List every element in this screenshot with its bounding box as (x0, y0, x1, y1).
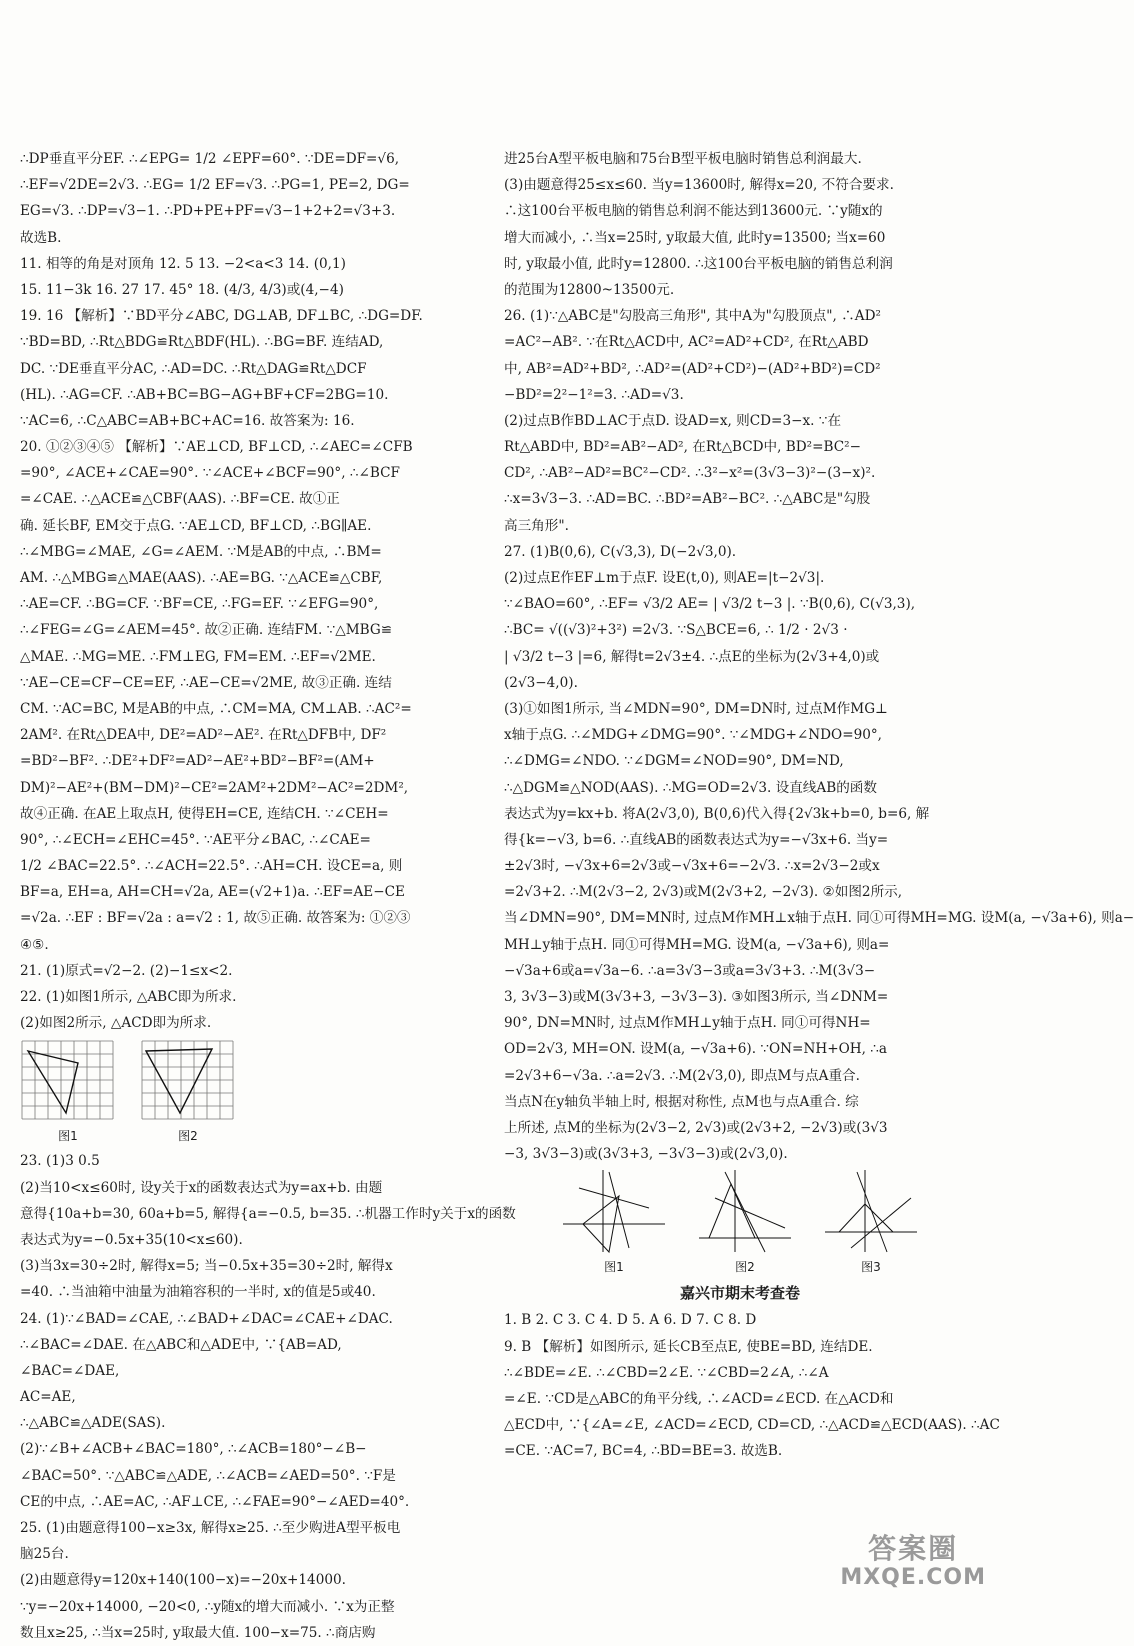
text-line: 25. (1)由题意得100−x≥3x, 解得x≥25. ∴至少购进A型平板电 (20, 1520, 401, 1536)
text-line: ∴∠BAC=∠DAE. 在△ABC和△ADE中, ∵{AB=AD, (20, 1336, 342, 1353)
right-text-block-2 (504, 1307, 1000, 1464)
text-line: 22. (1)如图1所示, △ABC即为所求. (20, 989, 237, 1005)
text-line: ∴∠FEG=∠G=∠AEM=45°. 故②正确. 连结FM. ∵△MBG≌ (20, 622, 393, 639)
text-line: −√3a+6或a=√3a−6. ∴a=3√3−3或a=3√3+3. ∴M(3√3− (504, 962, 876, 979)
text-line: ∴DP垂直平分EF. ∴∠EPG= 1/2 ∠EPF=60°. ∵DE=DF=√6, (20, 151, 400, 167)
text-line: △MAE. ∴MG=ME. ∴FM⊥EG, FM=EM. ∴EF=√2ME. (20, 648, 376, 665)
coordinate-figure-2-svg (695, 1168, 795, 1254)
text-line: 23. (1)3 0.5 (20, 1153, 100, 1170)
text-line: 90°, DN=MN时, 过点M作MH⊥y轴于点H. 同①可得NH= (504, 1015, 871, 1032)
text-line: (2)∵∠B+∠ACB+∠BAC=180°, ∴∠ACB=180°−∠B− (20, 1441, 367, 1458)
text-line: 2AM². 在Rt△DEA中, DE²=AD²−AE². 在Rt△DFB中, DF² (20, 727, 387, 744)
text-line: (2)过点B作BD⊥AC于点D. 设AD=x, 则CD=3−x. ∵在 (504, 412, 842, 429)
text-line: 3, 3√3−3)或M(3√3+3, −3√3−3). ③如图3所示, 当∠DNM= (504, 989, 889, 1005)
text-line: ∠BAC=50°. ∵△ABC≌△ADE, ∴∠ACB=∠AED=50°. ∵F是 (20, 1467, 396, 1484)
text-line: 1/2 ∠BAC=22.5°. ∴∠ACH=22.5°. ∴AH=CH. 设CE=a, 则 (20, 858, 403, 875)
text-line: 20. ①②③④⑤ 【解析】∵AE⊥CD, BF⊥CD, ∴∠AEC=∠CFB (20, 439, 413, 456)
text-line: 表达式为y=−0.5x+35(10<x≤60). (20, 1231, 243, 1248)
coordinate-figure-2-caption: 图2 (735, 1260, 755, 1275)
text-line: ∴△DGM≌△NOD(AAS). ∴MG=OD=2√3. 设直线AB的函数 (504, 779, 877, 796)
text-line: CD², ∴AB²−AD²=BC²−CD². ∴3²−x²=(3√3−3)²−(3−x)². (504, 465, 876, 482)
grid-figure-1-svg (20, 1039, 116, 1123)
grid-figure-1 (20, 1039, 116, 1144)
watermark-line-2: MXQE.COM (840, 1564, 986, 1590)
text-line: (2)如图2所示, △ACD即为所求. (20, 1015, 212, 1032)
text-line: 27. (1)B(0,6), C(√3,3), D(−2√3,0). (504, 543, 737, 560)
text-line: 19. 16 【解析】∵BD平分∠ABC, DG⊥AB, DF⊥BC, ∴DG=DF. (20, 308, 423, 325)
text-line: (2)当10<x≤60时, 设y关于x的函数表达式为y=ax+b. 由题 (20, 1179, 383, 1196)
text-line: Rt△ABD中, BD²=AB²−AD², 在Rt△BCD中, BD²=BC²− (504, 439, 862, 456)
text-line: (HL). ∴AG=CF. ∴AB+BC=BG−AG+BF+CF=2BG=10. (20, 386, 389, 403)
text-line: 上所述, 点M的坐标为(2√3−2, 2√3)或(2√3+2, −2√3)或(3√3 (504, 1119, 888, 1136)
text-line: MH⊥y轴于点H. 同①可得MH=MG. 设M(a, −√3a+6), 则a= (504, 936, 890, 953)
text-line: 的范围为12800~13500元. (504, 281, 675, 298)
text-line: 1. B 2. C 3. C 4. D 5. A 6. D 7. C 8. D (504, 1312, 757, 1329)
text-line: 当∠DMN=90°, DM=MN时, 过点M作MH⊥x轴于点H. 同①可得MH=MG. 设M(a, −√3a+6), 则a− (504, 910, 1134, 927)
text-line: (3)当3x=30÷2时, 解得x=5; 当−0.5x+35=30÷2时, 解得x (20, 1258, 393, 1275)
text-line: OD=2√3, MH=ON. 设M(a, −√3a+6). ∵ON=NH+OH, ∴a (504, 1041, 887, 1058)
text-line: ∴∠MBG=∠MAE, ∠G=∠AEM. ∵M是AB的中点, ∴BM= (20, 543, 382, 560)
text-line: ∴x=3√3−3. ∴AD=BC. ∴BD²=AB²−BC². ∴△ABC是"勾股 (504, 491, 871, 508)
text-line: 26. (1)∵△ABC是"勾股高三角形", 其中A为"勾股顶点", ∴AD² (504, 308, 881, 325)
text-line: ∴∠DMG=∠NDO. ∵∠DGM=∠NOD=90°, DM=ND, (504, 753, 844, 770)
text-line: 11. 相等的角是对顶角 12. 5 13. −2<a<3 14. (0,1) (20, 255, 346, 272)
coordinate-figure-1-caption: 图1 (604, 1260, 624, 1275)
text-line: DC. ∵DE垂直平分AC, ∴AD=DC. ∴Rt△DAG≌Rt△DCF (20, 360, 367, 377)
text-line: 数且x≥25, ∴当x=25时, y取最大值. 100−x=75. ∴商店购 (20, 1624, 376, 1641)
text-line: ∵BD=BD, ∴Rt△BDG≌Rt△BDF(HL). ∴BG=BF. 连结AD, (20, 334, 384, 351)
grid-figure-2-caption: 图2 (178, 1129, 198, 1144)
text-line: =2√3+6−√3a. ∴a=2√3. ∴M(2√3,0), 即点M与点A重合. (504, 1067, 860, 1084)
text-line: ∴EF=√2DE=2√3. ∴EG= 1/2 EF=√3. ∴PG=1, PE=2, DG= (20, 177, 410, 194)
text-line: =BD²−BF². ∴DE²+DF²=AD²−AE²+BD²−BF²=(AM+ (20, 753, 375, 770)
text-line: ∴这100台平板电脑的销售总利润不能达到13600元. ∵y随x的 (504, 203, 883, 220)
text-line: 意得{10a+b=30, 60a+b=5, 解得{a=−0.5, b=35. ∴机器工作时y关于x的函数 (20, 1205, 516, 1222)
text-line: 表达式为y=kx+b. 将A(2√3,0), B(0,6)代入得{2√3k+b=0, b=6, 解 (504, 805, 930, 822)
text-line: △ECD中, ∵{∠A=∠E, ∠ACD=∠ECD, CD=CD, ∴△ACD≌△ECD(AAS). ∴AC (504, 1417, 1000, 1434)
left-column (20, 146, 516, 1646)
text-line: =AC²−AB². ∵在Rt△ACD中, AC²=AD²+CD², 在Rt△ABD (504, 334, 869, 351)
grid-figures (20, 1036, 482, 1148)
coordinate-figure-3-svg (821, 1168, 921, 1254)
text-line: 高三角形". (504, 517, 569, 534)
section-title: 嘉兴市期末考查卷 (679, 1284, 800, 1303)
text-line: 得{k=−√3, b=6. ∴直线AB的函数表达式为y=−√3x+6. 当y= (504, 831, 889, 848)
text-line: ∵y=−20x+14000, −20<0, ∴y随x的增大而减小. ∵x为正整 (20, 1598, 395, 1615)
text-line: CE的中点, ∴AE=AC, ∴AF⊥CE, ∴∠FAE=90°−∠AED=40°. (20, 1493, 410, 1510)
text-line: −3, 3√3−3)或(3√3+3, −3√3−3)或(2√3,0). (504, 1146, 788, 1163)
text-line: ∵AE−CE=CF−CE=EF, ∴AE−CE=√2ME, 故③正确. 连结 (20, 674, 392, 691)
watermark-line-1: 答案圈 (868, 1531, 959, 1565)
text-line: ∴△ABC≌△ADE(SAS). (20, 1415, 166, 1432)
text-line: AC=AE, (20, 1389, 76, 1406)
text-line: DM)²−AE²+(BM−DM)²−CE²=2AM²+2DM²−AC²=2DM², (20, 779, 409, 796)
text-line: ∴BC= √((√3)²+3²) =2√3. ∵S△BCE=6, ∴ 1/2 · 2√3 · (504, 622, 848, 639)
text-line: ∵AC=6, ∴C△ABC=AB+BC+AC=16. 故答案为: 16. (20, 412, 355, 429)
text-line: =CE. ∵AC=7, BC=4, ∴BD=BE=3. 故选B. (504, 1443, 783, 1460)
text-line: 中, AB²=AD²+BD², ∴AD²=(AD²+CD²)−(AD²+BD²)=CD² (504, 360, 881, 377)
text-line: 进25台A型平板电脑和75台B型平板电脑时销售总利润最大. (504, 151, 862, 167)
text-line: x轴于点G. ∴∠MDG+∠DMG=90°. ∵∠MDG+∠NDO=90°, (504, 727, 883, 744)
coordinate-figure-2 (695, 1168, 795, 1275)
text-line: =∠CAE. ∴△ACE≌△CBF(AAS). ∴BF=CE. 故①正 (20, 491, 340, 508)
text-line: 24. (1)∵∠BAD=∠CAE, ∴∠BAD+∠DAC=∠CAE+∠DAC. (20, 1310, 393, 1327)
text-line: ±2√3时, −√3x+6=2√3或−√3x+6=−2√3. ∴x=2√3−2或x (504, 858, 880, 875)
text-line: 确. 延长BF, EM交于点G. ∵AE⊥CD, BF⊥CD, ∴BG∥AE. (20, 517, 372, 534)
text-line: 15. 11−3k 16. 27 17. 45° 18. (4/3, 4/3)或(4,−4) (20, 281, 344, 298)
text-line: 21. (1)原式=√2−2. (2)−1≤x<2. (20, 962, 233, 979)
grid-figure-1-caption: 图1 (58, 1129, 78, 1144)
text-line: 故④正确. 在AE上取点H, 使得EH=CE, 连结CH. ∵∠CEH= (20, 805, 389, 822)
text-line: AM. ∴△MBG≌△MAE(AAS). ∴AE=BG. ∵△ACE≌△CBF, (20, 570, 383, 586)
text-line: =2√3+2. ∴M(2√3−2, 2√3)或M(2√3+2, −2√3). ②如图2所示, (504, 884, 903, 901)
text-line: 9. B 【解析】如图所示, 延长CB至点E, 使BE=BD, 连结DE. (504, 1338, 873, 1355)
coordinate-figure-1 (559, 1168, 669, 1275)
text-line: −BD²=2²−1²=3. ∴AD=√3. (504, 386, 684, 403)
text-line: (2)过点E作EF⊥m于点F. 设E(t,0), 则AE=|t−2√3|. (504, 570, 825, 586)
text-line: ∠BAC=∠DAE, (20, 1362, 120, 1379)
grid-figure-2 (140, 1039, 236, 1144)
watermark-logo (840, 1533, 986, 1590)
coordinate-figure-3-caption: 图3 (861, 1260, 881, 1275)
text-line: (3)①如图1所示, 当∠MDN=90°, DM=DN时, 过点M作MG⊥ (504, 700, 888, 717)
text-line: 脑25台. (20, 1546, 69, 1563)
text-line: 90°, ∴∠ECH=∠EHC=45°. ∵AE平分∠BAC, ∴∠CAE= (20, 831, 371, 848)
right-column (504, 146, 1134, 1464)
grid-figure-2-svg (140, 1039, 236, 1123)
text-line: (2√3−4,0). (504, 674, 578, 691)
text-line: =∠E. ∵CD是△ABC的角平分线, ∴∠ACD=∠ECD. 在△ACD和 (504, 1390, 894, 1407)
text-line: ∴∠BDE=∠E. ∴∠CBD=2∠E. ∵∠CBD=2∠A, ∴∠A (504, 1364, 829, 1381)
text-line: =40. ∴当油箱中油量为油箱容积的一半时, x的值是5或40. (20, 1284, 376, 1301)
text-line: ∴AE=CF. ∴BG=CF. ∵BF=CE, ∴FG=EF. ∵∠EFG=90°, (20, 596, 379, 613)
text-line: (2)由题意得y=120x+140(100−x)=−20x+14000. (20, 1572, 346, 1589)
text-line: ④⑤. (20, 936, 49, 953)
left-text-block-2 (20, 1148, 516, 1646)
text-line: 当点N在y轴负半轴上时, 根据对称性, 点M也与点A重合. 综 (504, 1093, 859, 1110)
text-line: | √3/2 t−3 |=6, 解得t=2√3±4. ∴点E的坐标为(2√3+4,0)或 (504, 648, 880, 665)
text-line: EG=√3. ∴DP=√3−1. ∴PD+PE+PF=√3−1+2+2=√3+3. (20, 203, 396, 220)
text-line: =√2a. ∴EF : BF=√2a : a=√2 : 1, 故⑤正确. 故答案为: ①②③ (20, 910, 411, 927)
text-line: CM. ∵AC=BC, M是AB的中点, ∴CM=MA, CM⊥AB. ∴AC²= (20, 700, 412, 717)
left-text-block-1 (20, 146, 482, 1036)
coordinate-figure-3 (821, 1168, 921, 1275)
right-text-block-1 (504, 146, 1134, 1167)
text-line: ∵∠BAO=60°, ∴EF= √3/2 AE= | √3/2 t−3 |. ∵B(0,6), C(√3,3), (504, 596, 916, 613)
coordinate-figures (504, 1167, 976, 1279)
coordinate-figure-1-svg (559, 1168, 669, 1254)
text-line: BF=a, EH=a, AH=CH=√2a, AE=(√2+1)a. ∴EF=AE−CE (20, 884, 405, 901)
text-line: =90°, ∠ACE+∠CAE=90°. ∵∠ACE+∠BCF=90°, ∴∠BCF (20, 465, 400, 482)
text-line: 时, y取最小值, 此时y=12800. ∴这100台平板电脑的销售总利润 (504, 255, 893, 272)
text-line: (3)由题意得25≤x≤60. 当y=13600时, 解得x=20, 不符合要求. (504, 177, 894, 194)
text-line: 故选B. (20, 229, 62, 246)
text-line: 增大而减小, ∴当x=25时, y取最大值, 此时y=13500; 当x=60 (504, 229, 886, 246)
